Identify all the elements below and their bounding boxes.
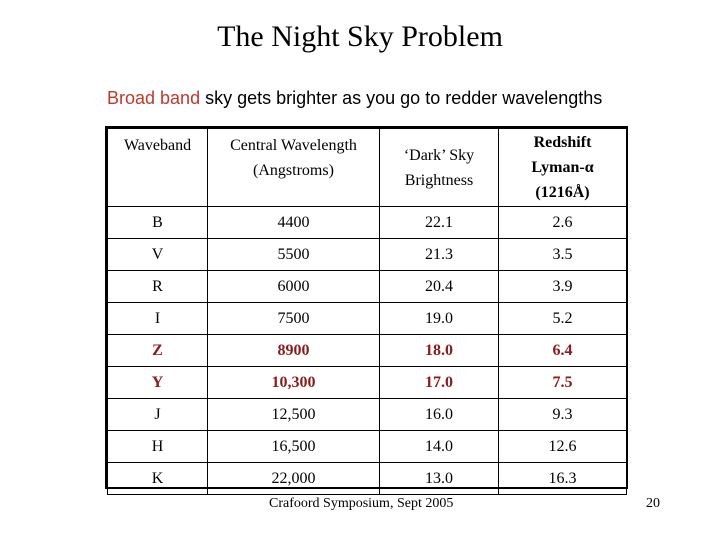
header-line: Waveband bbox=[123, 137, 192, 154]
cell-wavelength: 16,500 bbox=[208, 431, 380, 463]
table-row bbox=[108, 335, 627, 367]
cell-redshift: 3.5 bbox=[499, 239, 627, 271]
cell-wavelength: 8900 bbox=[208, 335, 380, 367]
table-row bbox=[108, 303, 627, 335]
cell-brightness: 19.0 bbox=[380, 303, 499, 335]
cell-band: J bbox=[108, 399, 208, 431]
cell-wavelength: 10,300 bbox=[208, 367, 380, 399]
footer-text: Crafoord Symposium, Sept 2005 bbox=[269, 496, 454, 511]
subtitle-text: sky gets brighter as you go to redder wavelengths bbox=[200, 88, 603, 108]
header-line: (1216Å) bbox=[535, 184, 590, 201]
page-number: 20 bbox=[646, 496, 660, 511]
cell-redshift: 9.3 bbox=[499, 399, 627, 431]
cell-wavelength: 5500 bbox=[208, 239, 380, 271]
cell-band: K bbox=[108, 463, 208, 495]
table-body bbox=[108, 207, 627, 495]
cell-band: B bbox=[108, 207, 208, 239]
cell-brightness: 14.0 bbox=[380, 431, 499, 463]
header-waveband bbox=[108, 129, 208, 207]
subtitle-highlight: Broad band bbox=[107, 88, 201, 108]
table-row bbox=[108, 367, 627, 399]
cell-wavelength: 4400 bbox=[208, 207, 380, 239]
header-central-wavelength bbox=[208, 129, 380, 207]
cell-redshift: 7.5 bbox=[499, 367, 627, 399]
cell-wavelength: 12,500 bbox=[208, 399, 380, 431]
header-line: (Angstroms) bbox=[253, 162, 334, 179]
table-row bbox=[108, 239, 627, 271]
cell-brightness: 17.0 bbox=[380, 367, 499, 399]
cell-brightness: 18.0 bbox=[380, 335, 499, 367]
table-row bbox=[108, 463, 627, 495]
cell-wavelength: 7500 bbox=[208, 303, 380, 335]
table-row bbox=[108, 207, 627, 239]
cell-redshift: 2.6 bbox=[499, 207, 627, 239]
cell-band: Z bbox=[108, 335, 208, 367]
header-line: Lyman-α bbox=[531, 159, 594, 176]
cell-redshift: 16.3 bbox=[499, 463, 627, 495]
cell-brightness: 22.1 bbox=[380, 207, 499, 239]
header-line: Central Wavelength bbox=[230, 137, 357, 154]
cell-band: H bbox=[108, 431, 208, 463]
cell-band: I bbox=[108, 303, 208, 335]
table-row bbox=[108, 431, 627, 463]
cell-redshift: 6.4 bbox=[499, 335, 627, 367]
header-redshift-lyman-alpha bbox=[499, 129, 627, 207]
cell-brightness: 13.0 bbox=[380, 463, 499, 495]
header-dark-sky-brightness bbox=[380, 129, 499, 207]
table-row bbox=[108, 399, 627, 431]
cell-wavelength: 22,000 bbox=[208, 463, 380, 495]
table-row bbox=[108, 271, 627, 303]
table-header-row bbox=[108, 129, 627, 207]
header-line: Redshift bbox=[533, 134, 592, 151]
cell-brightness: 20.4 bbox=[380, 271, 499, 303]
cell-redshift: 5.2 bbox=[499, 303, 627, 335]
slide-subtitle bbox=[107, 88, 602, 109]
header-line: Brightness bbox=[404, 171, 474, 189]
cell-brightness: 16.0 bbox=[380, 399, 499, 431]
sky-brightness-table bbox=[105, 126, 628, 489]
cell-band: V bbox=[108, 239, 208, 271]
cell-band: Y bbox=[108, 367, 208, 399]
header-line: ‘Dark’ Sky bbox=[403, 146, 475, 164]
cell-redshift: 3.9 bbox=[499, 271, 627, 303]
cell-band: R bbox=[108, 271, 208, 303]
cell-redshift: 12.6 bbox=[499, 431, 627, 463]
slide-title: The Night Sky Problem bbox=[217, 20, 503, 53]
cell-wavelength: 6000 bbox=[208, 271, 380, 303]
cell-brightness: 21.3 bbox=[380, 239, 499, 271]
